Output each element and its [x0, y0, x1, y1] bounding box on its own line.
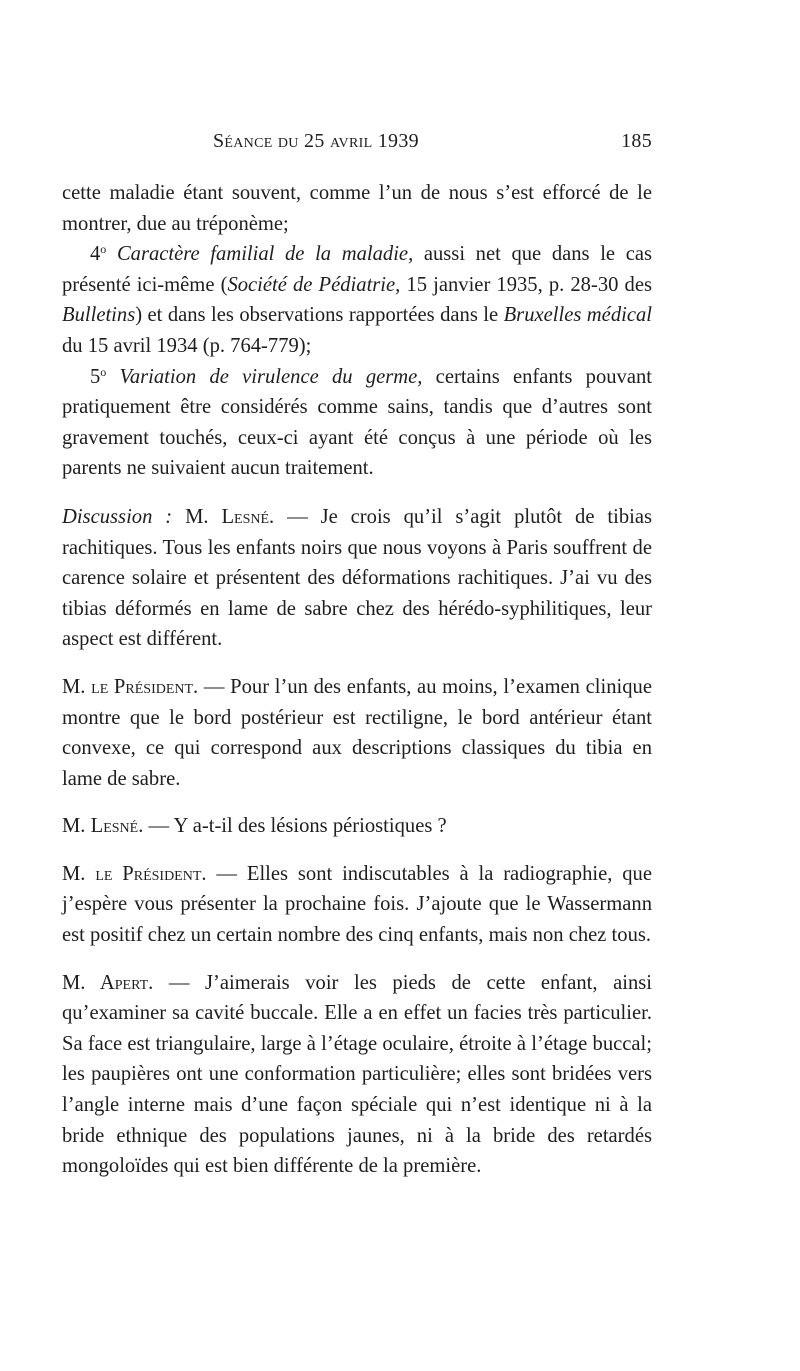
text-run: du 15 avril 1934 (p. 764-779);: [62, 334, 312, 357]
paragraph-president-1: [62, 672, 652, 794]
speaker-name: M. Lesné.: [62, 815, 144, 838]
ordinal-mark: o: [100, 364, 107, 379]
paragraph-apert: [62, 968, 652, 1182]
text-run: — Elles sont indiscutables à la radiographie, que j’espère vous présenter la prochaine fois. J’ajoute que le Wassermann est positif chez un certain nombre des cinq enfants, mais non chez tous.: [62, 862, 652, 947]
discussion-label: Discussion :: [62, 505, 173, 528]
ordinal-mark: o: [100, 242, 107, 257]
paragraph-discussion: [62, 502, 652, 655]
point-number: 4: [90, 243, 101, 266]
page-number: 185: [621, 130, 652, 152]
paragraph-lesne-question: [62, 811, 652, 842]
title-day: 25: [304, 130, 325, 152]
text-run: certains enfants pouvant pratiquement être considérés comme sains, tandis que d’autres sont gravement touchés, ceux-ci ayant été conçus à une période où les parents ne suivaient aucun traitement.: [62, 365, 653, 480]
body-text: [62, 178, 652, 1182]
text-run: — Pour l’un des enfants, au moins, l’examen clinique montre que le bord postérieur est rectiligne, le bord antérieur étant convexe, ce qui correspond aux descriptions classiques du tibia en lame de sabre.: [62, 675, 652, 790]
point-heading: Caractère familial de la maladie,: [116, 243, 414, 266]
title-year: 1939: [377, 130, 419, 152]
text-run: — J’aimerais voir les pieds de cette enfant, ainsi qu’examiner sa cavité buccale. Elle a en effet un facies très particulier. Sa face est triangulaire, large à l’étage oculaire, étroite à l’étage buccal; les paupières ont une conformation particulière; elles sont bridées vers l’angle interne mais d’une façon spéciale qui n’est identique ni à la bride ethnique des populations jaunes, ni à la bride des retardés mongoloïdes qui est bien différente de la première.: [62, 971, 652, 1178]
journal-title: Société de Pédiatrie,: [227, 273, 401, 296]
text-run: aussi net que dans le cas présenté ici-même (: [62, 243, 652, 296]
paragraph-point-4: [62, 239, 652, 361]
journal-title: Bulletins: [62, 304, 136, 327]
paragraph-president-2: [62, 859, 652, 951]
text-run: ) et dans les observations rapportées dans le: [135, 304, 504, 327]
title-seance: Séance du: [213, 130, 299, 152]
running-title: [213, 130, 419, 153]
speaker-name: M. Apert.: [62, 971, 154, 994]
journal-title: Bruxelles médical: [503, 304, 652, 327]
text-run: — Je crois qu’il s’agit plutôt de tibias rachitiques. Tous les enfants noirs que nous voyons à Paris souffrent de carence solaire et présentent des déformations rachitiques. J’ai vu des tibias déformés en lame de sabre chez des hérédo-syphilitiques, leur aspect est différent.: [62, 505, 652, 651]
paragraph-point-5: [62, 362, 652, 484]
speaker-name: M. le Président.: [62, 675, 199, 698]
speaker-name: M. Lesné.: [185, 505, 275, 528]
text-run: 15 janvier 1935, p. 28-30 des: [400, 273, 652, 296]
point-number: 5: [90, 365, 101, 388]
point-heading: Variation de virulence du germe,: [119, 365, 423, 388]
title-month: avril: [329, 130, 373, 152]
text-run: — Y a-t-il des lésions périostiques ?: [143, 815, 447, 838]
paragraph-continuation: cette maladie étant souvent, comme l’un de nous s’est efforcé de le montrer, due au tréponème;: [62, 182, 652, 235]
speaker-name: M. le Président.: [62, 862, 207, 885]
